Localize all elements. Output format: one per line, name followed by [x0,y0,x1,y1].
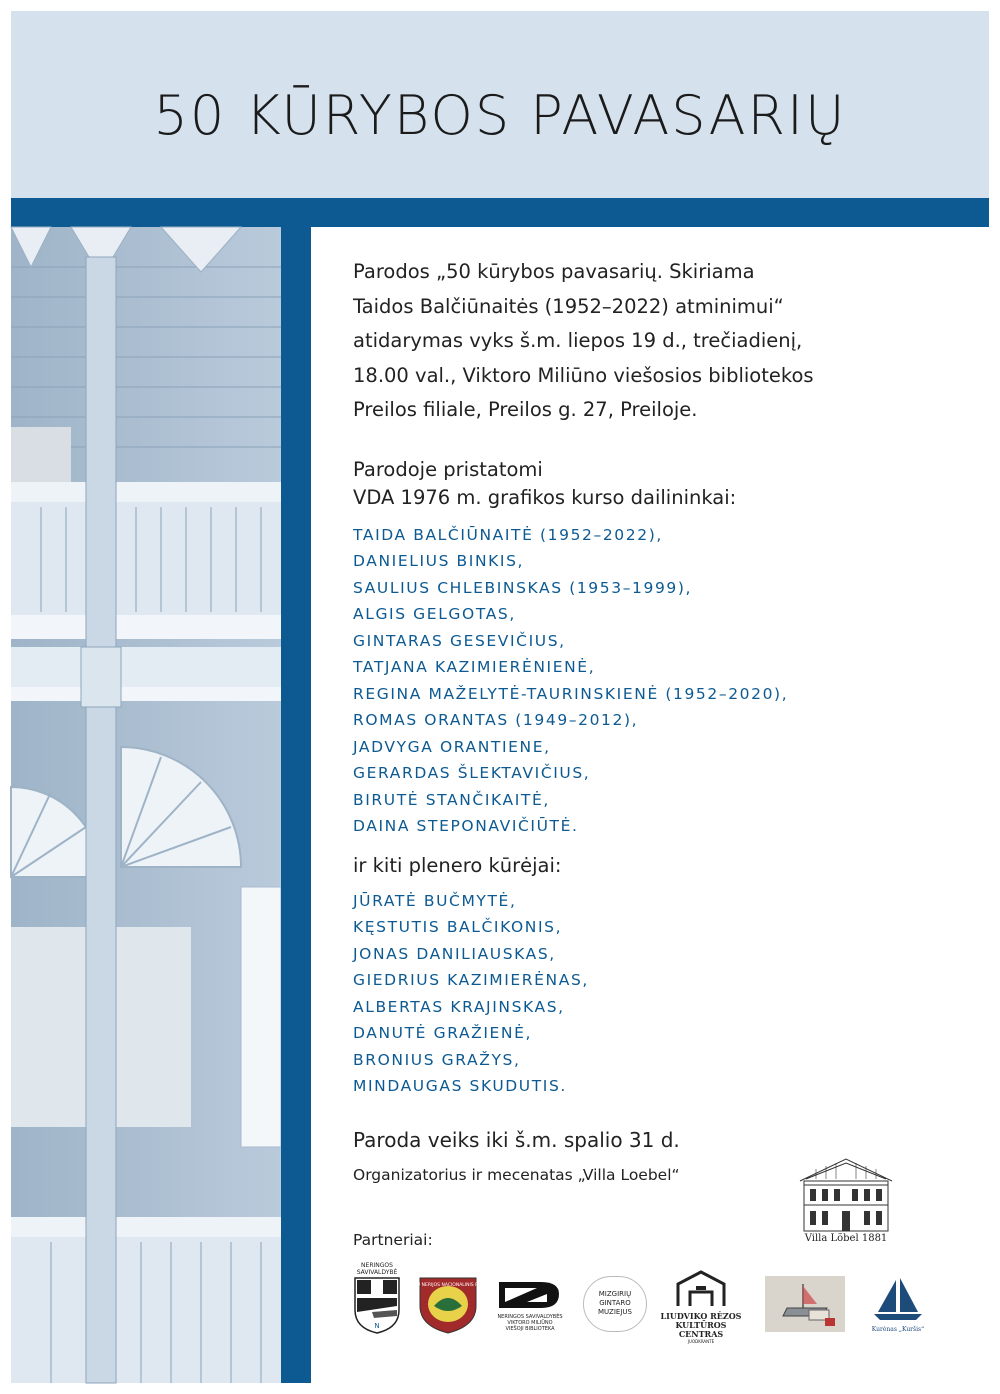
intro-line: Parodos „50 kūrybos pavasarių. Skiriama [353,260,755,283]
amber-museum-logo [583,1276,647,1332]
intro-line: atidarymas vyks š.m. liepos 19 d., trečiadienį, [353,329,803,352]
list-item: BRONIUS GRAŽYS, [353,1050,521,1069]
list-item: GINTARAS GESEVIČIUS, [353,631,566,650]
amber-label-line2: GINTARO [599,1299,631,1307]
list-item: ALBERTAS KRAJINSKAS, [353,997,565,1016]
list-item: DAINA STEPONAVIČIŪTĖ. [353,817,579,835]
villa-loebel-logo [796,1157,896,1233]
closing-date: Paroda veiks iki š.m. spalio 31 d. [353,1127,680,1152]
list-item: GERARDAS ŠLEKTAVIČIUS, [353,764,591,782]
amber-label-line1: MIZGIRIŲ [598,1290,632,1298]
intro-line: 18.00 val., Viktoro Miliūno viešosios bibliotekos [353,363,814,387]
kurenas-kursis-logo [868,1276,928,1334]
villa-caption: Villa Lõbel 1881 [804,1233,888,1244]
rezos-label-line1: LIUDVIKO RĖZOS [660,1311,742,1321]
list-item: SAULIUS CHLEBINSKAS (1953–1999), [353,578,693,597]
plein-air-section [353,852,953,1100]
neringa-label-line2: SAVIVALDYBĖ [356,1269,398,1276]
artists-list [353,522,953,840]
list-item: REGINA MAŽELYTĖ-TAURINSKIENĖ (1952–2020), [353,684,789,703]
artists-heading-line1: Parodoje pristatomi [353,457,543,481]
park-logo-text: KURŠIŲ NERIJOS NACIONALINIS PARKAS [403,1283,493,1288]
list-item: TAIDA BALČIŪNAITĖ (1952–2022), [353,525,663,544]
artists-section [353,456,953,840]
artists-heading-line2: VDA 1976 m. grafikos kurso dailininkai: [353,485,737,509]
balcony-photo [11,227,281,1383]
svg-text:N: N [374,1322,380,1330]
library-label-line1: NERINGOS SAVIVALDYBĖS [497,1314,563,1320]
intro-line: Taidos Balčiūnaitės (1952–2022) atminimui“ [353,294,784,318]
rezos-label-line3: JUODKRANTĖ [687,1339,715,1344]
curonian-spit-park-logo [403,1276,493,1334]
list-item: TATJANA KAZIMIERĖNIENĖ, [353,658,596,676]
plein-air-list [353,888,953,1100]
library-label-line2: VIKTORO MILIŪNO [507,1320,553,1326]
intro-line: Preilos filiale, Preilos g. 27, Preiloje. [353,398,698,421]
list-item: JADVYGA ORANTIENE, [353,737,551,756]
miliunas-library-logo [497,1280,563,1332]
list-item: ALGIS GELGOTAS, [353,605,516,623]
kurenas-label: Kurėnas „Kuršis“ [871,1326,925,1333]
list-item: ROMAS ORANTAS (1949–2012), [353,711,639,729]
list-item: JONAS DANILIAUSKAS, [353,944,556,963]
list-item: DANUTĖ GRAŽIENĖ, [353,1024,533,1042]
horizontal-accent-bar [11,198,989,227]
header-banner [11,11,989,198]
list-item: DANIELIUS BINKIS, [353,552,525,570]
list-item: MINDAUGAS SKUDUTIS. [353,1077,567,1095]
list-item: JŪRATĖ BUČMYTĖ, [353,891,517,910]
neringa-municipality-logo [352,1262,402,1336]
plein-air-heading: ir kiti plenero kūrėjai: [353,853,562,877]
rezos-label-line2: KULTŪROS CENTRAS [675,1320,727,1339]
neringa-label-line1: NERINGOS [361,1262,393,1269]
content-column [353,255,953,1184]
vertical-accent-bar [281,227,311,1383]
rezos-culture-centre-logo [656,1270,746,1344]
library-label-line3: VIEŠOJI BIBLIOTEKA [505,1326,555,1332]
list-item: BIRUTĖ STANČIKAITĖ, [353,790,550,809]
organizer-text: Organizatorius ir mecenatas „Villa Loebel“ [353,1165,680,1184]
amber-label-line3: MUZIEJUS [598,1308,632,1316]
partners-label: Partneriai: [353,1231,433,1249]
list-item: GIEDRIUS KAZIMIERĖNAS, [353,971,589,989]
ethnographic-logo [765,1276,845,1332]
list-item: KĘSTUTIS BALČIKONIS, [353,918,563,936]
page-title: 50 KŪRYBOS PAVASARIŲ [153,84,847,147]
intro-paragraph [353,255,953,428]
